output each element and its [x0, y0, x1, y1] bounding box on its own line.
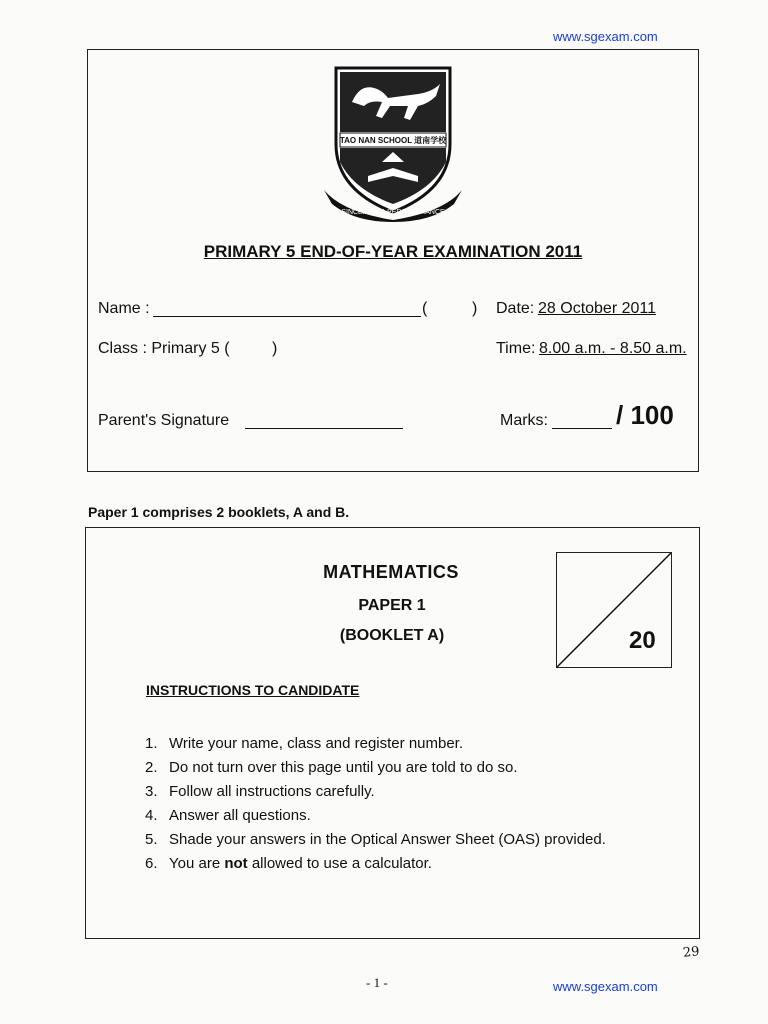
name-label: Name : — [98, 300, 150, 317]
paper-label: PAPER 1 — [358, 597, 426, 614]
page-number: - 1 - — [366, 975, 388, 990]
header-url[interactable]: www.sgexam.com — [553, 29, 658, 44]
date-value: 28 October 2011 — [538, 300, 657, 317]
time-label: Time: — [496, 340, 536, 357]
instruction-item: 4. Answer all questions. — [145, 807, 311, 824]
svg-text:TAO NAN SCHOOL 道南学校: TAO NAN SCHOOL 道南学校 — [339, 136, 447, 145]
paper-info-box — [85, 527, 700, 939]
marks-total: / 100 — [616, 400, 674, 430]
footer-url[interactable]: www.sgexam.com — [553, 979, 658, 994]
school-crest — [322, 62, 464, 222]
subject-text: MATHEMATICS — [323, 562, 459, 582]
score-box — [556, 552, 672, 668]
paper-note: Paper 1 comprises 2 booklets, A and B. — [88, 504, 350, 520]
class-label: Class : Primary 5 ( — [98, 340, 230, 357]
signature-label: Parent's Signature — [98, 412, 230, 429]
svg-text:SINCERITY & PERSEVERANCE: SINCERITY & PERSEVERANCE — [341, 209, 445, 216]
handwritten-mark: 29 — [682, 944, 701, 961]
instruction-item: 3. Follow all instructions carefully. — [145, 783, 375, 800]
class-close-bracket: ) — [272, 340, 278, 357]
instruction-item: 1. Write your name, class and register number. — [145, 735, 464, 752]
score-max: 20 — [629, 627, 656, 654]
signature-field[interactable] — [245, 428, 403, 429]
marks-label: Marks: — [500, 412, 548, 429]
cover-info-box — [87, 49, 699, 472]
marks-field[interactable] — [552, 428, 612, 429]
school-crest-logo — [322, 62, 464, 222]
booklet-label: (BOOKLET A) — [339, 627, 445, 644]
instructions-title: INSTRUCTIONS TO CANDIDATE — [146, 682, 360, 698]
time-value: 8.00 a.m. - 8.50 a.m. — [539, 340, 687, 357]
register-open-bracket: ( — [422, 300, 428, 317]
date-label: Date: — [496, 300, 535, 317]
instructions-list — [145, 735, 606, 879]
emphasis-not: not — [224, 855, 248, 872]
name-field[interactable] — [153, 316, 421, 317]
instruction-item: 5. Shade your answers in the Optical Answer Sheet (OAS) provided. — [145, 831, 606, 848]
register-close-bracket: ) — [472, 300, 478, 317]
instruction-item: 6. You are not allowed to use a calculator. — [145, 855, 432, 872]
exam-title: PRIMARY 5 END-OF-YEAR EXAMINATION 2011 — [203, 242, 583, 261]
instruction-item: 2. Do not turn over this page until you are told to do so. — [145, 759, 518, 776]
